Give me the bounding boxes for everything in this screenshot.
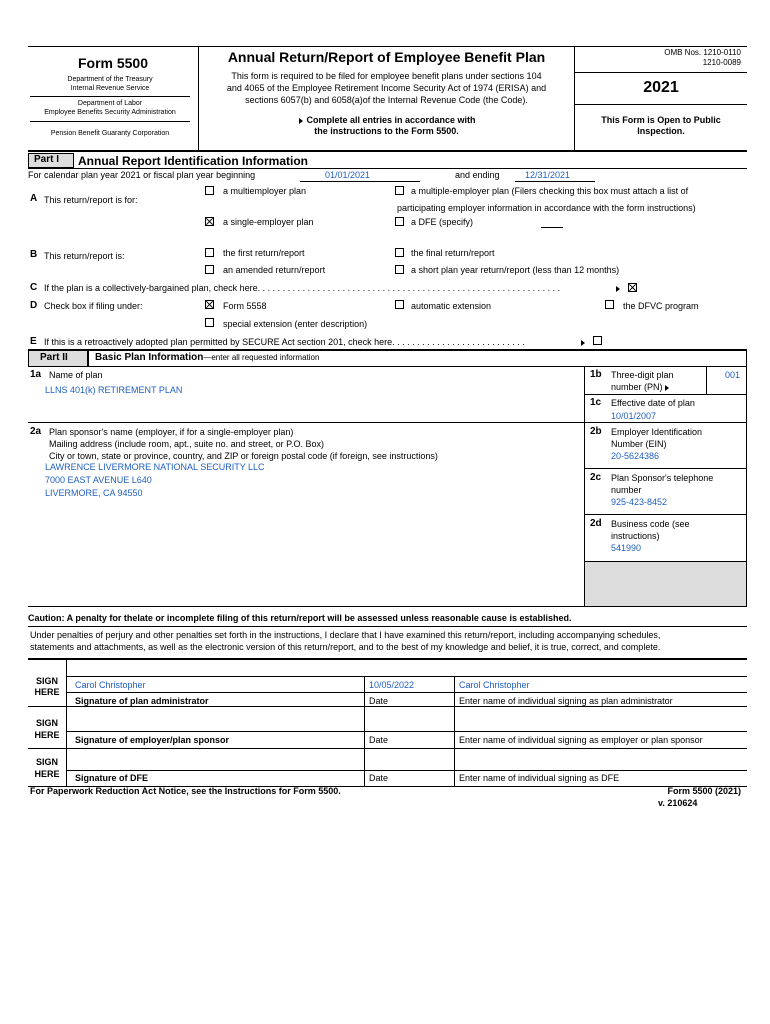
form-description-1: This form is required to be filed for employee benefit plans under sections 104 xyxy=(231,71,542,81)
agency-ebsa: Employee Benefits Security Administration xyxy=(44,109,176,116)
sponsor-address-field[interactable]: 7000 EAST AVENUE L640 xyxy=(45,475,152,485)
line-2c-label-2: number xyxy=(611,485,642,495)
line-b-letter: B xyxy=(30,249,38,260)
sponsor-date-field[interactable] xyxy=(365,707,454,731)
arrow-right-icon xyxy=(616,286,620,292)
sign-here-1b: HERE xyxy=(34,687,60,697)
line-1a-label: Name of plan xyxy=(49,370,103,380)
automatic-extension-checkbox[interactable] xyxy=(395,300,404,309)
line-2a-label-1: Plan sponsor's name (employer, if for a single-employer plan) xyxy=(49,427,294,437)
amended-return-label: an amended return/report xyxy=(223,265,326,275)
line-2d-num: 2d xyxy=(590,518,602,529)
plan-name-field[interactable]: LLNS 401(k) RETIREMENT PLAN xyxy=(45,385,183,395)
plan-number-field[interactable]: 001 xyxy=(724,370,740,380)
dfe-date-label: Date xyxy=(369,773,389,783)
multiple-employer-label: a multiple-employer plan (Filers checking this box must attach a list of xyxy=(411,186,689,196)
line-2b-num: 2b xyxy=(590,426,602,437)
multiemployer-checkbox[interactable] xyxy=(205,186,214,195)
sign-here-3b: HERE xyxy=(34,769,60,779)
line-2a-num: 2a xyxy=(30,426,42,437)
form-version: v. 210624 xyxy=(658,798,698,808)
line-1c-label: Effective date of plan xyxy=(611,398,695,408)
form-title: Form 5500 xyxy=(77,55,149,71)
final-return-label: the final return/report xyxy=(411,248,495,258)
administrator-signature-label: Signature of plan administrator xyxy=(75,696,209,706)
first-return-checkbox[interactable] xyxy=(205,248,214,257)
business-code-field[interactable]: 541990 xyxy=(611,543,642,553)
sign-here-1a: SIGN xyxy=(35,676,58,686)
first-return-label: the first return/report xyxy=(223,248,305,258)
line-1c-num: 1c xyxy=(590,397,602,408)
multiple-employer-checkbox[interactable] xyxy=(395,186,404,195)
dfe-name-field[interactable] xyxy=(455,749,746,770)
form-5558-checkbox[interactable] xyxy=(205,300,214,309)
dfvc-checkbox[interactable] xyxy=(605,300,614,309)
sponsor-name-field[interactable] xyxy=(455,707,746,731)
administrator-name-field[interactable]: Carol Christopher xyxy=(459,680,530,690)
form-description-2: and 4065 of the Employee Retirement Income Security Act of 1974 (ERISA) and xyxy=(226,83,547,93)
administrator-signature-field[interactable]: Carol Christopher xyxy=(75,680,146,690)
perjury-text-2: statements and attachments, as well as the electronic version of this return/report, and to the best of my knowledge and belief, it is true, correct, and complete. xyxy=(30,642,661,652)
dfe-specify-field[interactable] xyxy=(541,227,563,228)
sponsor-signature-field[interactable] xyxy=(67,707,364,731)
automatic-extension-label: automatic extension xyxy=(411,301,492,311)
arrow-right-icon xyxy=(665,385,669,391)
and-ending-text: and ending xyxy=(455,170,500,180)
dfe-date-field[interactable] xyxy=(365,749,454,770)
paperwork-notice: For Paperwork Reduction Act Notice, see the Instructions for Form 5500. xyxy=(30,786,341,796)
plan-year-end[interactable]: 12/31/2021 xyxy=(525,170,571,180)
line-d-letter: D xyxy=(30,300,38,311)
arrow-right-icon xyxy=(299,118,303,124)
short-year-checkbox[interactable] xyxy=(395,265,404,274)
line-2a-label-3: City or town, state or province, country, and ZIP or foreign postal code (if foreign, see instructions) xyxy=(49,451,438,461)
sign-here-2b: HERE xyxy=(34,730,60,740)
dfvc-label: the DFVC program xyxy=(623,301,699,311)
part2-subtitle: —enter all requested information xyxy=(203,353,320,362)
line-2d-label-2: instructions) xyxy=(611,531,660,541)
part2-title: Basic Plan Information xyxy=(95,352,204,363)
phone-field[interactable]: 925-423-8452 xyxy=(611,497,668,507)
line-c-letter: C xyxy=(30,282,38,293)
agency-pbgc: Pension Benefit Guaranty Corporation xyxy=(50,130,170,137)
arrow-right-icon xyxy=(581,340,585,346)
secure-act-checkbox[interactable] xyxy=(593,336,602,345)
amended-return-checkbox[interactable] xyxy=(205,265,214,274)
sponsor-name-label: Enter name of individual signing as employer or plan sponsor xyxy=(459,735,703,745)
dfe-signature-field[interactable] xyxy=(67,749,364,770)
line-1b-label-2: number (PN) xyxy=(611,382,672,392)
part1-label: Part I xyxy=(34,154,60,165)
sponsor-date-label: Date xyxy=(369,735,389,745)
special-extension-label: special extension (enter description) xyxy=(223,319,368,329)
public-inspection-2: Inspection. xyxy=(637,126,685,136)
complete-note-1: Complete all entries in accordance with xyxy=(199,115,574,125)
agency-dol: Department of Labor xyxy=(77,100,143,107)
part1-title: Annual Report Identification Information xyxy=(78,154,308,168)
collectively-bargained-checkbox[interactable] xyxy=(628,283,637,292)
sponsor-city-field[interactable]: LIVERMORE, CA 94550 xyxy=(45,488,143,498)
multiemployer-label: a multiemployer plan xyxy=(223,186,307,196)
perjury-text-1: Under penalties of perjury and other penalties set forth in the instructions, I declare that I have examined this return/report, including accompanying schedules, xyxy=(30,630,661,640)
line-a-letter: A xyxy=(30,193,38,204)
sign-here-3a: SIGN xyxy=(35,757,58,767)
line-2b-label-2: Number (EIN) xyxy=(611,439,667,449)
caution-text: Caution: A penalty for thelate or incomplete filing of this return/report will be assessed unless reasonable cause is established. xyxy=(28,613,572,623)
administrator-date-field[interactable]: 10/05/2022 xyxy=(369,680,415,690)
administrator-date-label: Date xyxy=(369,696,389,706)
line-1b-num: 1b xyxy=(590,369,602,380)
plan-year-begin[interactable]: 01/01/2021 xyxy=(325,170,371,180)
line-1b-label-1: Three-digit plan xyxy=(611,370,674,380)
ein-field[interactable]: 20-5624386 xyxy=(611,451,660,461)
line-a-text: This return/report is for: xyxy=(44,195,138,205)
dfe-name-label: Enter name of individual signing as DFE xyxy=(459,773,620,783)
dfe-signature-label: Signature of DFE xyxy=(75,773,149,783)
part2-heading xyxy=(95,352,319,363)
line-e-text: If this is a retroactively adopted plan permitted by SECURE Act section 201, check here. . . . . . . . . . . . . . . . . . . . . . . . . . . xyxy=(44,337,525,347)
dfe-label: a DFE (specify) xyxy=(411,217,474,227)
line-2a-label-2: Mailing address (include room, apt., suite no. and street, or P.O. Box) xyxy=(49,439,324,449)
line-2c-num: 2c xyxy=(590,472,602,483)
form-year: 2021 xyxy=(643,79,679,96)
sign-here-2a: SIGN xyxy=(35,718,58,728)
omb-number: OMB Nos. 1210-0110 xyxy=(664,48,741,57)
sponsor-signature-label: Signature of employer/plan sponsor xyxy=(75,735,230,745)
part2-label: Part II xyxy=(40,352,68,363)
short-year-label: a short plan year return/report (less than 12 months) xyxy=(411,265,620,275)
line-e-letter: E xyxy=(30,336,37,347)
omb-number-2: 1210-0089 xyxy=(702,58,741,67)
multiple-employer-label-2: participating employer information in accordance with the form instructions) xyxy=(397,203,696,213)
line-2c-label-1: Plan Sponsor's telephone xyxy=(611,473,714,483)
line-c-text: If the plan is a collectively-bargained plan, check here. . . . . . . . . . . . . . . . . . . . . . . . . . . . . . . . . . . . . . . . . . . . . . . . . . . . . . . . . . . . . xyxy=(44,283,561,293)
special-extension-checkbox[interactable] xyxy=(205,318,214,327)
form-5558-label: Form 5558 xyxy=(223,301,267,311)
line-1a-num: 1a xyxy=(30,369,42,380)
form-reference: Form 5500 (2021) xyxy=(667,786,741,796)
effective-date-field[interactable]: 10/01/2007 xyxy=(611,411,657,421)
form-description-3: sections 6057(b) and 6058(a)of the Internal Revenue Code (the Code). xyxy=(245,95,528,105)
calendar-year-text: For calendar plan year 2021 or fiscal plan year beginning xyxy=(28,170,256,180)
agency-treasury: Department of the Treasury xyxy=(67,76,153,83)
complete-note-2: the instructions to the Form 5500. xyxy=(314,126,459,136)
dfe-checkbox[interactable] xyxy=(395,217,404,226)
sponsor-name-field[interactable]: LAWRENCE LIVERMORE NATIONAL SECURITY LLC xyxy=(45,462,265,472)
line-b-text: This return/report is: xyxy=(44,251,125,261)
administrator-name-label: Enter name of individual signing as plan administrator xyxy=(459,696,673,706)
final-return-checkbox[interactable] xyxy=(395,248,404,257)
line-2b-label-1: Employer Identification xyxy=(611,427,703,437)
line-2d-label-1: Business code (see xyxy=(611,519,690,529)
main-title: Annual Return/Report of Employee Benefit Plan xyxy=(227,49,546,65)
agency-irs: Internal Revenue Service xyxy=(70,85,150,92)
public-inspection-1: This Form is Open to Public xyxy=(601,115,721,125)
single-employer-checkbox[interactable] xyxy=(205,217,214,226)
single-employer-label: a single-employer plan xyxy=(223,217,314,227)
line-d-text: Check box if filing under: xyxy=(44,301,143,311)
